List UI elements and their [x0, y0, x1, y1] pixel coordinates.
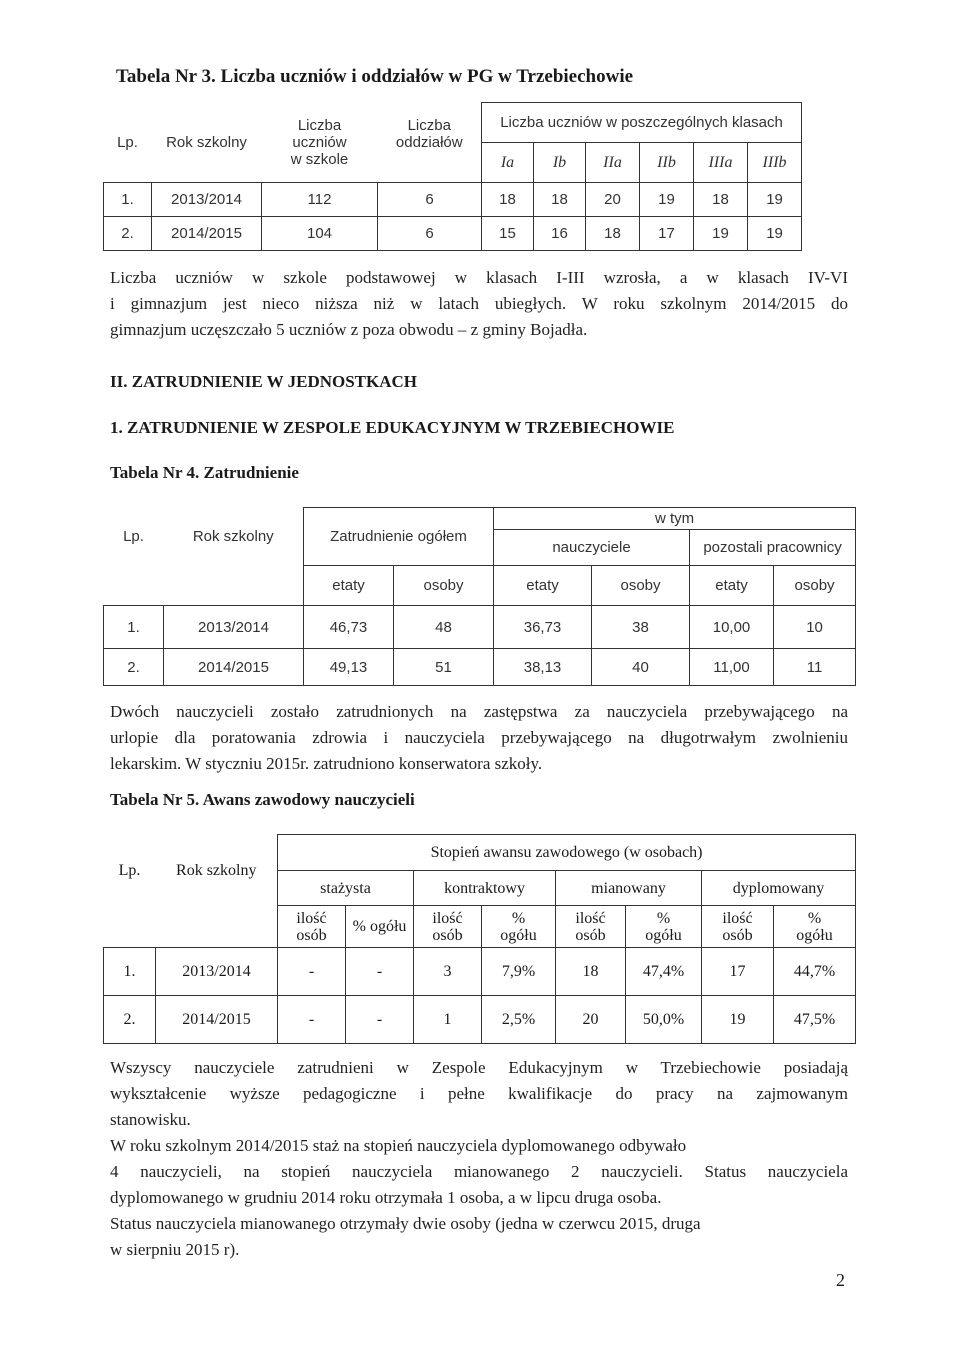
t4-r2-c6: 11: [774, 649, 856, 686]
t5-ilosc-4-l1: ilość: [722, 909, 753, 927]
t5-r1-c8: 44,7%: [774, 948, 856, 996]
table-row: [104, 606, 856, 649]
t3-r1-rok: 2013/2014: [152, 183, 262, 217]
t3-class-iiia: IIIa: [694, 143, 748, 183]
t3-uczniow-l1: Liczba: [297, 116, 342, 134]
t3-uczniow-l3: w szkole: [290, 150, 349, 168]
table-row: [104, 948, 856, 996]
t5-ilosc-3-l1: ilość: [575, 909, 606, 927]
t4-r1-c2: 48: [394, 606, 494, 649]
t5-ilosc-2-l1: ilość: [432, 909, 463, 927]
t4-osoby-3: osoby: [774, 566, 856, 606]
t3-oddzialow-header: [378, 103, 482, 183]
paragraph-students: [110, 265, 848, 343]
t5-ilosc-3: [556, 906, 626, 948]
t4-r1-lp: 1.: [104, 606, 164, 649]
t3-r1-c5: 18: [694, 183, 748, 217]
t3-r1-c2: 18: [534, 183, 586, 217]
t3-class-ib: Ib: [534, 143, 586, 183]
para3-line7: Status nauczyciela mianowanego otrzymały dwie osoby (jedna w czerwcu 2015, druga: [110, 1214, 701, 1233]
t5-rok-header: Rok szkolny: [176, 861, 257, 879]
t5-pct-3: [626, 906, 702, 948]
table4: [103, 507, 856, 686]
t4-r1-c5: 10,00: [690, 606, 774, 649]
t3-r1-c3: 20: [586, 183, 640, 217]
t3-r2-c5: 19: [694, 217, 748, 251]
table-row: [104, 996, 856, 1044]
t5-level-kontraktowy: kontraktowy: [414, 871, 556, 906]
subsection-heading-employment: 1. ZATRUDNIENIE W ZESPOLE EDUKACYJNYM W TRZEBIECHOWIE: [110, 418, 675, 437]
t5-r2-c8: 47,5%: [774, 996, 856, 1044]
paragraph-qualifications: [110, 1055, 848, 1263]
t3-lp-header: Lp.: [117, 133, 138, 151]
t4-rok-header: Rok szkolny: [192, 528, 274, 545]
page-number: 2: [836, 1270, 845, 1290]
t5-r1-rok: 2013/2014: [156, 948, 278, 996]
table-row: [104, 217, 802, 251]
para3-line1: Wszyscy nauczyciele zatrudnieni w Zespole Edukacyjnym w Trzebiechowie posiadają: [110, 1058, 848, 1077]
t5-pct-1: % ogółu: [346, 906, 414, 948]
table4-heading: Tabela Nr 4. Zatrudnienie: [110, 463, 299, 482]
t5-r2-c1: -: [278, 996, 346, 1044]
t5-r2-rok: 2014/2015: [156, 996, 278, 1044]
t5-group-header: Stopień awansu zawodowego (w osobach): [278, 835, 856, 871]
t5-r2-c2: -: [346, 996, 414, 1044]
t5-r2-lp: 2.: [104, 996, 156, 1044]
t3-uczniow-l2: uczniów: [292, 133, 347, 151]
section-heading-employment: II. ZATRUDNIENIE W JEDNOSTKACH: [110, 372, 418, 391]
t3-r2-oddzialow: 6: [378, 217, 482, 251]
t5-pct-3-l2: ogółu: [645, 926, 682, 944]
t5-pct-2: [482, 906, 556, 948]
t5-empty-cell: [104, 906, 156, 948]
t3-r1-uczniow: 112: [262, 183, 378, 217]
t5-r2-c3: 1: [414, 996, 482, 1044]
t5-pct-4: [774, 906, 856, 948]
t4-osoby-1: osoby: [394, 566, 494, 606]
t4-empty-cell: [104, 566, 164, 606]
t3-r1-c1: 18: [482, 183, 534, 217]
t3-r2-uczniow: 104: [262, 217, 378, 251]
t4-zatr-header: Zatrudnienie ogółem: [304, 508, 494, 566]
para2-line3: lekarskim. W styczniu 2015r. zatrudniono konserwatora szkoły.: [110, 754, 543, 773]
t5-level-dyplomowany: dyplomowany: [702, 871, 856, 906]
t3-r2-c6: 19: [748, 217, 802, 251]
t5-ilosc-2-l2: osób: [432, 926, 463, 944]
t4-wtym-header: w tym: [494, 508, 856, 530]
table5: [103, 834, 856, 1044]
t4-r2-c2: 51: [394, 649, 494, 686]
t5-r1-c7: 17: [702, 948, 774, 996]
t3-class-iiib: IIIb: [748, 143, 802, 183]
t5-r2-c4: 2,5%: [482, 996, 556, 1044]
t5-empty-cell: [156, 906, 278, 948]
t5-ilosc-3-l2: osób: [575, 926, 606, 944]
t5-pct-4-l1: %: [807, 909, 822, 927]
t3-rok-header: Rok szkolny: [166, 133, 247, 151]
t3-r2-c2: 16: [534, 217, 586, 251]
t5-r2-c6: 50,0%: [626, 996, 702, 1044]
t3-r1-oddzialow: 6: [378, 183, 482, 217]
t4-r1-c1: 46,73: [304, 606, 394, 649]
t4-r1-rok: 2013/2014: [164, 606, 304, 649]
t4-r2-c1: 49,13: [304, 649, 394, 686]
t3-oddzialow-l1: Liczba: [407, 116, 451, 134]
t5-r1-c5: 18: [556, 948, 626, 996]
table-row: [104, 649, 856, 686]
t4-nauczyciele-header: nauczyciele: [494, 530, 690, 566]
t4-r2-rok: 2014/2015: [164, 649, 304, 686]
t5-r1-c2: -: [346, 948, 414, 996]
t5-r2-c5: 20: [556, 996, 626, 1044]
t4-empty-cell: [164, 566, 304, 606]
t5-pct-2-l2: ogółu: [500, 926, 537, 944]
t5-r1-c6: 47,4%: [626, 948, 702, 996]
t4-r2-c3: 38,13: [494, 649, 592, 686]
t5-pct-2-l1: %: [511, 909, 526, 927]
t5-r1-c1: -: [278, 948, 346, 996]
t3-group-header: Liczba uczniów w poszczególnych klasach: [482, 103, 802, 143]
t5-pct-3-l1: %: [656, 909, 671, 927]
t3-r2-c4: 17: [640, 217, 694, 251]
t3-r1-c4: 19: [640, 183, 694, 217]
t4-r2-lp: 2.: [104, 649, 164, 686]
t4-etaty-1: etaty: [304, 566, 394, 606]
t4-lp-header: Lp.: [123, 528, 144, 545]
t5-ilosc-4: [702, 906, 774, 948]
table3-heading: Tabela Nr 3. Liczba uczniów i oddziałów w PG w Trzebiechowie: [116, 66, 634, 87]
t3-r2-lp: 2.: [104, 217, 152, 251]
t4-r1-c4: 38: [592, 606, 690, 649]
t5-lp-header: Lp.: [118, 861, 141, 879]
t5-r2-c7: 19: [702, 996, 774, 1044]
t3-uczniow-header: [262, 103, 378, 183]
t5-pct-4-l2: ogółu: [796, 926, 833, 944]
para3-line3: stanowisku.: [110, 1110, 191, 1129]
t4-osoby-2: osoby: [592, 566, 690, 606]
t3-class-iib: IIb: [640, 143, 694, 183]
t5-ilosc-4-l2: osób: [722, 926, 753, 944]
t3-r1-lp: 1.: [104, 183, 152, 217]
t5-ilosc-1-l1: ilość: [296, 909, 327, 927]
t5-r1-c3: 3: [414, 948, 482, 996]
para3-line4: W roku szkolnym 2014/2015 staż na stopień nauczyciela dyplomowanego odbywało: [110, 1136, 687, 1155]
para1-line1: Liczba uczniów w szkole podstawowej w klasach I-III wzrosła, a w klasach IV-VI: [110, 268, 848, 287]
t3-class-ia: Ia: [482, 143, 534, 183]
t5-ilosc-1: [278, 906, 346, 948]
para2-line1: Dwóch nauczycieli zostało zatrudnionych na zastępstwa za nauczyciela przebywającego na: [110, 702, 848, 721]
table-row: [104, 183, 802, 217]
t5-r1-lp: 1.: [104, 948, 156, 996]
t3-r1-c6: 19: [748, 183, 802, 217]
t4-etaty-3: etaty: [690, 566, 774, 606]
t4-r1-c6: 10: [774, 606, 856, 649]
t4-r1-c3: 36,73: [494, 606, 592, 649]
t3-r2-rok: 2014/2015: [152, 217, 262, 251]
t5-r1-c4: 7,9%: [482, 948, 556, 996]
t5-ilosc-2: [414, 906, 482, 948]
para3-line6: dyplomowanego w grudniu 2014 roku otrzymała 1 osoba, a w lipcu druga osoba.: [110, 1188, 662, 1207]
t4-pozostali-header: pozostali pracownicy: [690, 530, 856, 566]
para1-line2: i gimnazjum jest nieco niższa niż w latach ubiegłych. W roku szkolnym 2014/2015 do: [110, 294, 848, 313]
t4-etaty-2: etaty: [494, 566, 592, 606]
para2-line2: urlopie dla poratowania zdrowia i nauczyciela przebywającego na długotrwałym zwolnieniu: [110, 728, 848, 747]
t3-oddzialow-l2: oddziałów: [395, 133, 463, 151]
para3-line5: 4 nauczycieli, na stopień nauczyciela mianowanego 2 nauczycieli. Status nauczyciela: [110, 1162, 848, 1181]
t3-r2-c3: 18: [586, 217, 640, 251]
t3-r2-c1: 15: [482, 217, 534, 251]
t5-ilosc-1-l2: osób: [296, 926, 327, 944]
para3-line8: w sierpniu 2015 r).: [110, 1240, 240, 1259]
table5-heading: Tabela Nr 5. Awans zawodowy nauczycieli: [110, 790, 415, 809]
t4-r2-c5: 11,00: [690, 649, 774, 686]
t3-class-iia: IIa: [586, 143, 640, 183]
para3-line2: wykształcenie wyższe pedagogiczne i pełne kwalifikacje do pracy na zajmowanym: [110, 1084, 848, 1103]
t4-r2-c4: 40: [592, 649, 690, 686]
t5-level-stazysta: stażysta: [278, 871, 414, 906]
table3: [103, 102, 802, 251]
paragraph-substitutions: [110, 699, 848, 777]
t5-level-mianowany: mianowany: [556, 871, 702, 906]
para1-line3: gimnazjum uczęszczało 5 uczniów z poza obwodu – z gminy Bojadła.: [110, 320, 588, 339]
